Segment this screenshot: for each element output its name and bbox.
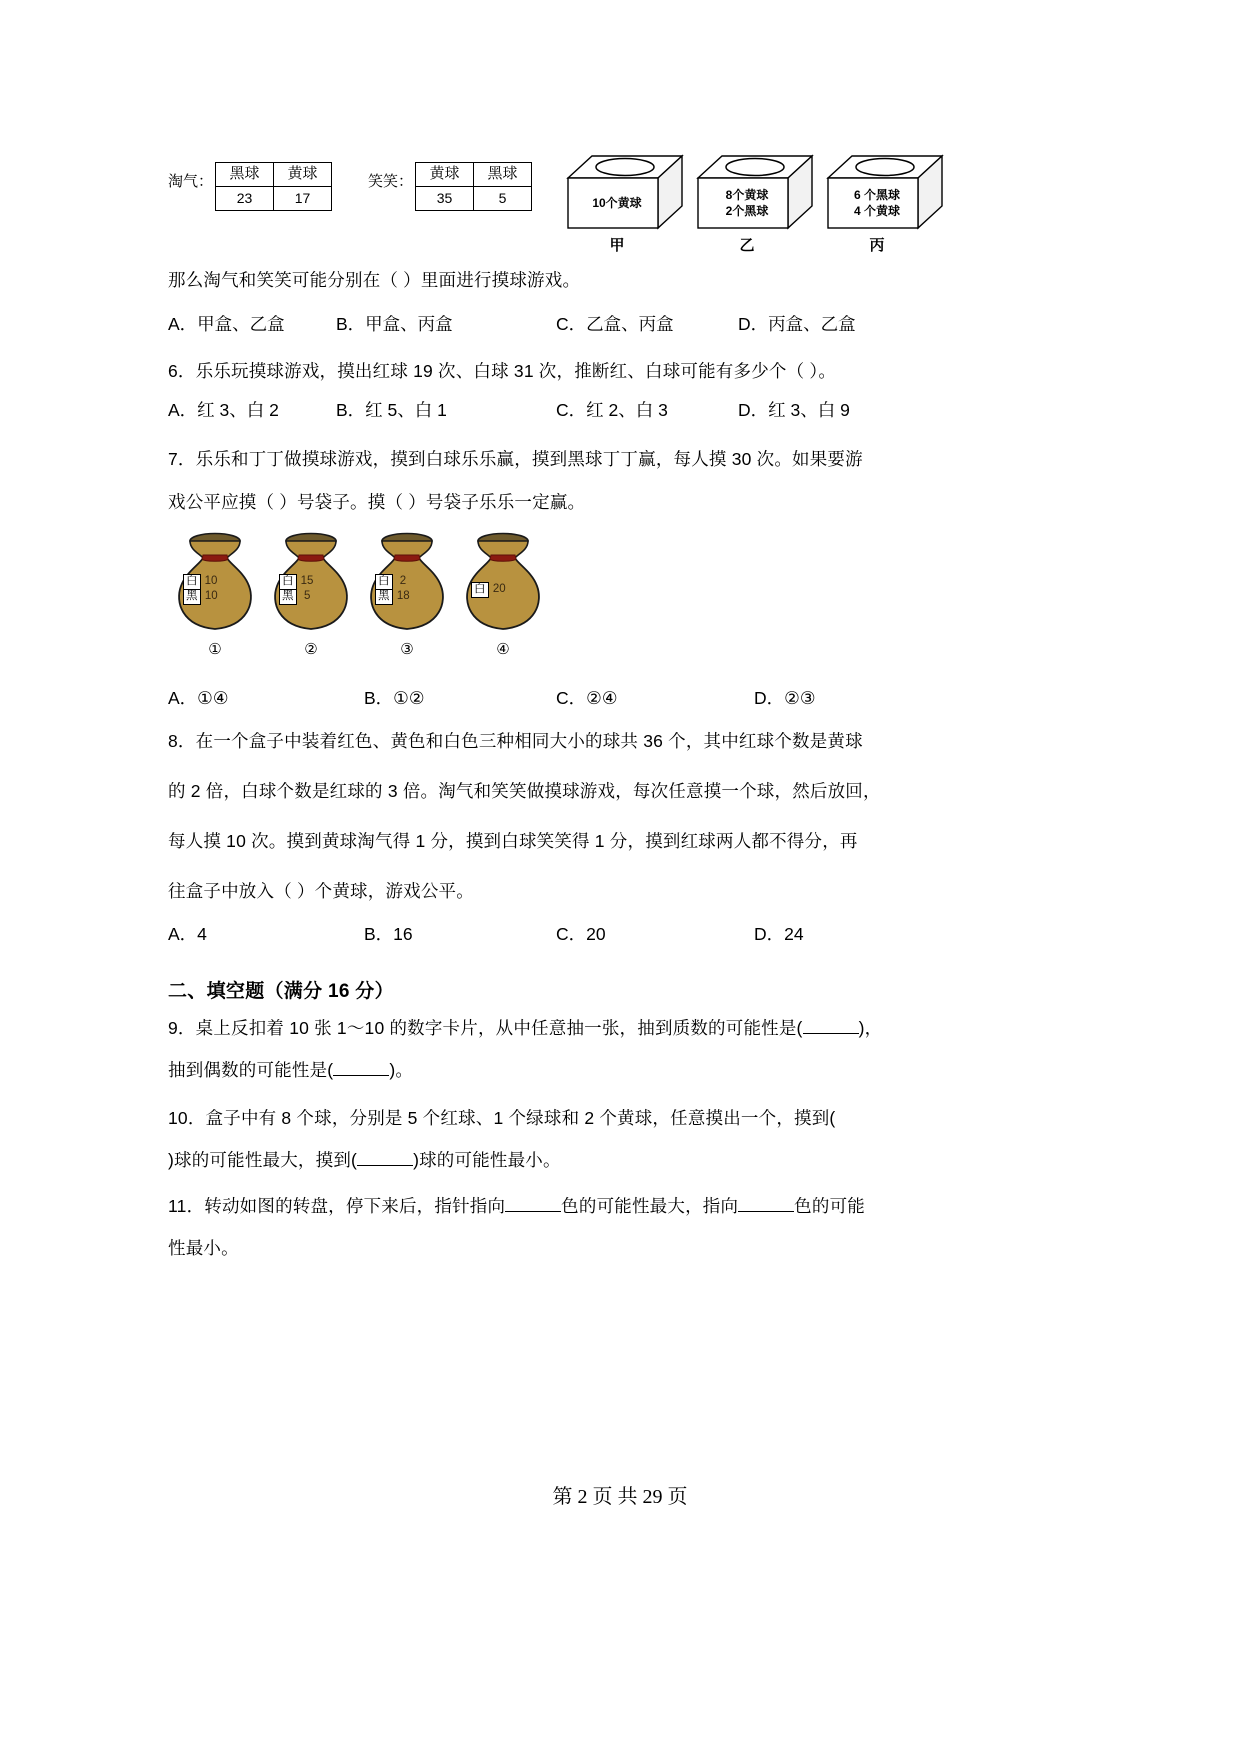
table-owner-label: 淘气： xyxy=(168,173,214,190)
bag-3-content-label xyxy=(375,574,415,605)
question9-text-b: )， xyxy=(858,1018,883,1038)
question9-line2 xyxy=(168,1062,413,1080)
bag-color-cell: 白 xyxy=(184,575,201,590)
bag-count-cell: 15 xyxy=(300,575,314,588)
option-a[interactable]: A．红 3、白 2 xyxy=(168,400,279,420)
option-a[interactable]: A．4 xyxy=(168,924,207,944)
bag-count-cell: 2 xyxy=(399,575,407,588)
bag-2-content-label xyxy=(279,574,319,605)
answer-blank[interactable] xyxy=(357,1165,413,1166)
page-footer: 第 2 页 共 29 页 xyxy=(552,1486,688,1508)
ball-box-yi xyxy=(696,148,814,254)
option-c[interactable]: C．20 xyxy=(556,924,606,944)
question11-text-b: 色的可能性最大，指向 xyxy=(561,1196,739,1216)
bag-3-number: ③ xyxy=(400,641,414,658)
table-header-cell: 黑球 xyxy=(474,163,532,187)
table-row xyxy=(280,575,319,590)
question8-line2: 的 2 倍，白球个数是红球的 3 倍。淘气和笑笑做摸球游戏，每次任意摸一个球，然后放回， xyxy=(168,781,881,801)
question11-line2: 性最小。 xyxy=(168,1238,239,1258)
question9-text-a: 9．桌上反扣着 10 张 1～10 的数字卡片，从中任意抽一张，抽到质数的可能性是( xyxy=(168,1018,803,1038)
table-row xyxy=(184,575,223,590)
table-header-cell: 黄球 xyxy=(274,163,332,187)
table-row xyxy=(376,575,415,590)
option-b[interactable]: B．甲盒、丙盒 xyxy=(336,314,453,334)
question10-line1 xyxy=(168,1110,835,1128)
box-caption-yi: 乙 xyxy=(739,237,755,254)
bag-4-number: ④ xyxy=(496,641,510,658)
question8-line1: 8．在一个盒子中装着红色、黄色和白色三种相同大小的球共 36 个，其中红球个数是黄球 xyxy=(168,731,863,751)
table-value-cell: 35 xyxy=(416,187,474,211)
bag-2-number: ② xyxy=(304,641,318,658)
question9-text-d: )。 xyxy=(389,1060,414,1080)
table-value-cell: 5 xyxy=(474,187,532,211)
table-row xyxy=(216,187,332,211)
question8-line4: 往盒子中放入（ ）个黄球，游戏公平。 xyxy=(168,881,474,901)
ball-bag-4 xyxy=(460,528,546,658)
question6-stem: 6．乐乐玩摸球游戏，摸出红球 19 次、白球 31 次，推断红、白球可能有多少个（ ）。 xyxy=(168,361,837,381)
answer-blank[interactable] xyxy=(333,1075,389,1076)
bag-label-table xyxy=(375,574,415,605)
table-row xyxy=(472,583,511,598)
question5-tail-text: 那么淘气和笑笑可能分别在（ ）里面进行摸球游戏。 xyxy=(168,270,581,290)
bag-color-cell: 白 xyxy=(376,575,393,590)
question7-line1: 7．乐乐和丁丁做摸球游戏，摸到白球乐乐赢，摸到黑球丁丁赢，每人摸 30 次。如果要游 xyxy=(168,449,863,469)
table-xiaoxiao xyxy=(415,162,532,211)
ball-box-bing xyxy=(826,148,944,254)
question10-text-b: )球的可能性最大，摸到( xyxy=(168,1150,358,1170)
table-taoqi xyxy=(215,162,332,211)
option-d[interactable]: D．24 xyxy=(754,924,804,944)
question10-line2 xyxy=(168,1152,561,1170)
option-b[interactable]: B．红 5、白 1 xyxy=(336,400,447,420)
bag-4-content-label xyxy=(471,582,510,598)
question7-line2: 戏公平应摸（ ）号袋子。摸（ ）号袋子乐乐一定赢。 xyxy=(168,492,586,512)
bag-count-cell: 20 xyxy=(492,583,506,596)
ball-bag-2 xyxy=(268,528,354,658)
figure-row-question7-bags xyxy=(172,528,572,688)
bag-color-cell: 白 xyxy=(472,583,489,598)
table-header-cell: 黄球 xyxy=(416,163,474,187)
bag-1-content-label xyxy=(183,574,223,605)
bag-count-cell: 10 xyxy=(204,590,218,603)
table-row xyxy=(184,590,223,605)
answer-blank[interactable] xyxy=(505,1211,561,1212)
option-b[interactable]: B．①② xyxy=(364,688,425,708)
box-3d-icon xyxy=(566,148,684,234)
question9-line1 xyxy=(168,1020,882,1038)
figure-row-question5 xyxy=(168,148,968,258)
ball-bag-3 xyxy=(364,528,450,658)
ball-count-table-xiaoxiao xyxy=(368,162,532,211)
option-a[interactable]: A．甲盒、乙盒 xyxy=(168,314,285,334)
table-row xyxy=(216,163,332,187)
box-content-label: 2个黑球 xyxy=(725,204,769,218)
bag-label-table xyxy=(183,574,223,605)
bag-count-cell: 5 xyxy=(304,590,311,603)
option-d[interactable]: D．②③ xyxy=(754,688,816,708)
question8-line3: 每人摸 10 次。摸到黄球淘气得 1 分，摸到白球笑笑得 1 分，摸到红球两人都不得分，再 xyxy=(168,831,858,851)
option-d[interactable]: D．丙盒、乙盒 xyxy=(738,314,856,334)
bag-color-cell: 黑 xyxy=(184,590,201,605)
option-a[interactable]: A．①④ xyxy=(168,688,229,708)
table-owner-label: 笑笑： xyxy=(368,173,414,190)
bag-color-cell: 黑 xyxy=(280,590,297,605)
option-b[interactable]: B．16 xyxy=(364,924,413,944)
option-c[interactable]: C．②④ xyxy=(556,688,618,708)
question11-text-a: 11．转动如图的转盘，停下来后，指针指向 xyxy=(168,1196,506,1216)
ball-bag-1 xyxy=(172,528,258,658)
bag-label-table xyxy=(471,582,510,598)
bag-label-table xyxy=(279,574,319,605)
question9-text-c: 抽到偶数的可能性是( xyxy=(168,1060,334,1080)
table-header-cell: 黑球 xyxy=(216,163,274,187)
box-content-label: 6 个黑球 xyxy=(853,188,900,202)
box-3d-shape xyxy=(566,148,684,234)
option-d[interactable]: D．红 3、白 9 xyxy=(738,400,850,420)
option-c[interactable]: C．乙盒、丙盒 xyxy=(556,314,674,334)
option-c[interactable]: C．红 2、白 3 xyxy=(556,400,668,420)
bag-color-cell: 黑 xyxy=(376,590,393,605)
question10-text-c: )球的可能性最小。 xyxy=(413,1150,561,1170)
box-caption-jia: 甲 xyxy=(609,237,625,254)
box-content-label: 4 个黄球 xyxy=(853,204,900,218)
ball-count-table-taoqi xyxy=(168,162,332,211)
answer-blank[interactable] xyxy=(738,1211,794,1212)
section-heading-fill-in-blank: 二、填空题（满分 16 分） xyxy=(168,981,394,1002)
bag-1-number: ① xyxy=(208,641,222,658)
ball-box-jia xyxy=(566,148,684,254)
table-value-cell: 23 xyxy=(216,187,274,211)
table-row xyxy=(416,187,532,211)
box-content-label: 8个黄球 xyxy=(725,188,769,202)
bag-color-cell: 白 xyxy=(280,575,297,590)
box-content-label: 10个黄球 xyxy=(592,196,642,210)
bag-count-cell: 10 xyxy=(204,575,218,588)
answer-blank[interactable] xyxy=(803,1033,859,1034)
table-value-cell: 17 xyxy=(274,187,332,211)
question11-line1 xyxy=(168,1198,865,1216)
table-row xyxy=(280,590,319,605)
table-row xyxy=(416,163,532,187)
question10-text-a: 10．盒子中有 8 个球，分别是 5 个红球、1 个绿球和 2 个黄球，任意摸出一个，摸到( xyxy=(168,1108,836,1128)
table-row xyxy=(376,590,415,605)
bag-count-cell: 18 xyxy=(396,590,410,603)
box-caption-bing: 丙 xyxy=(869,237,885,254)
question11-text-c: 色的可能 xyxy=(794,1196,865,1216)
